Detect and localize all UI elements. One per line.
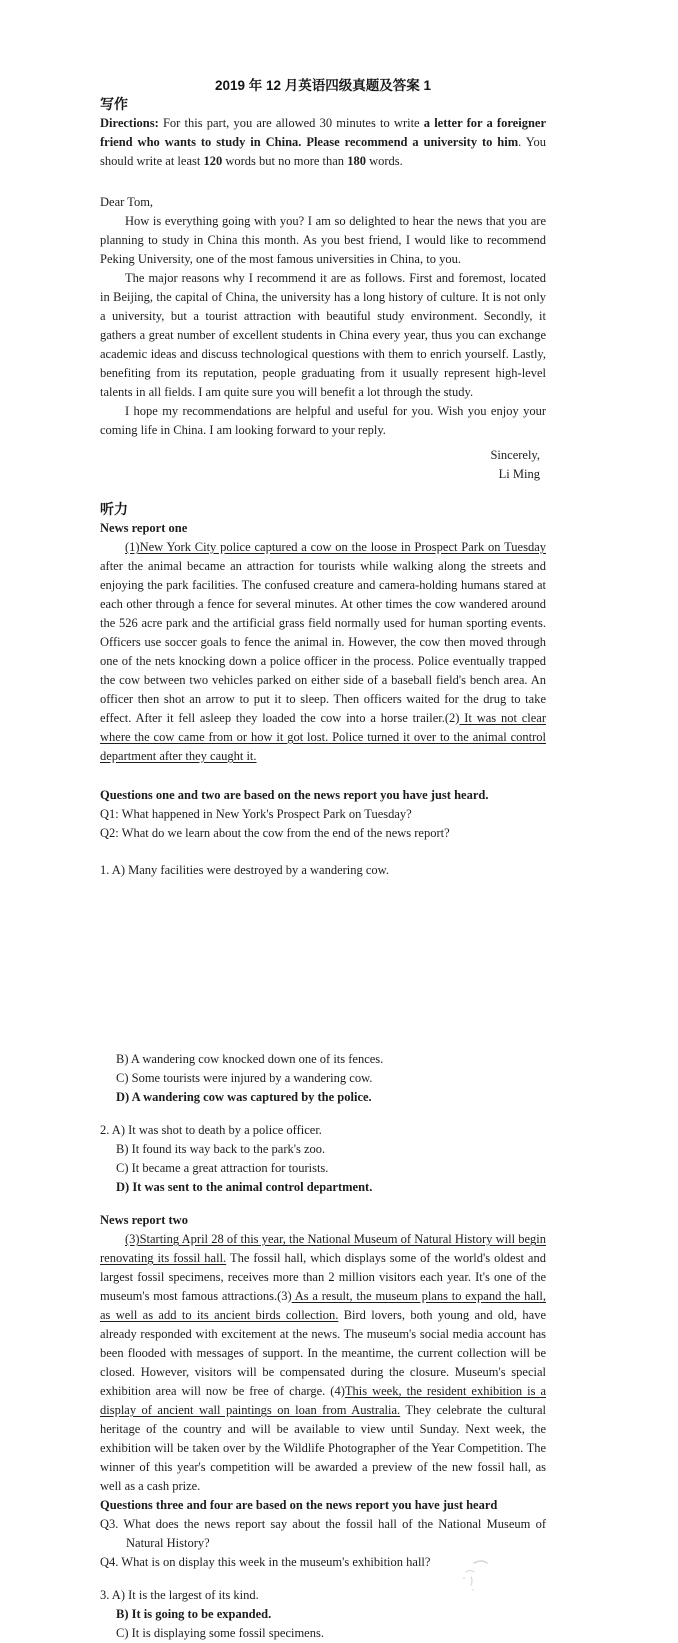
page-blank-gap [100, 880, 546, 1050]
news-report-one-heading: News report one [100, 521, 188, 535]
item2-option-b: B) It found its way back to the park's zoo. [116, 1142, 326, 1156]
letter-paragraph-3: I hope my recommendations are helpful and useful for you. Wish you enjoy your coming life in China. I am looking forward to your reply. [100, 404, 546, 437]
letter-closing [100, 446, 546, 484]
item3-option-a: 3. A) It is the largest of its kind. [100, 1588, 259, 1602]
pencil-mark-artifact [452, 1550, 492, 1594]
item2-option-d: D) It was sent to the animal control department. [116, 1180, 373, 1194]
item1-option-d: D) A wandering cow was captured by the police. [116, 1090, 372, 1104]
item2-option-a: 2. A) It was shot to death by a police officer. [100, 1123, 322, 1137]
questions-1-2-heading: Questions one and two are based on the news report you have just heard. [100, 788, 489, 802]
writing-section-heading: 写作 [100, 96, 128, 112]
writing-directions: Directions: For this part, you are allowed 30 minutes to write a letter for a foreigner friend who wants to study in China. Please recommend a university to him. You should write at least 120 words but no more than 180 words. [100, 116, 547, 168]
letter-salutation: Dear Tom, [100, 195, 154, 209]
question-3: Q3. What does the news report say about the fossil hall of the National Museum of Natural History? [100, 1517, 546, 1550]
document-content [100, 76, 546, 1643]
news-report-two-paragraph: (3)Starting April 28 of this year, the National Museum of Natural History will begin renovating its fossil hall. The fossil hall, which displays some of the world's oldest and largest fossil specimens, receives more than 2 million visitors each year. It's one of the museum's most famous attractions.(3) As a result, the museum plans to expand the hall, as well as add to its ancient birds collection. Bird lovers, both young and old, have already responded with excitement at the news. The museum's social media account has been flooded with messages of support. In the meantime, the current collection will be closed. However, visitors will be compensated during the closure. Museum's special exhibition area will now be free of charge. (4)This week, the resident exhibition is a display of ancient wall paintings on loan from Australia. They celebrate the cultural heritage of the country and will be available to view until Sunday. Next week, the exhibition will be taken over by the Wildlife Photographer of the Year Competition. The winner of this year's competition will be awarded a preview of the new fossil hall, as well as a cash prize. [100, 1232, 546, 1493]
question-4: Q4. What is on display this week in the museum's exhibition hall? [100, 1555, 431, 1569]
listening-section-heading: 听力 [100, 501, 128, 517]
letter-signature: Li Ming [498, 467, 540, 481]
news-report-one-paragraph: (1)New York City police captured a cow on the loose in Prospect Park on Tuesday after the animal became an attraction for tourists while walking along the streets and enjoying the park facilities. The confused creature and camera-holding humans stared at each other through a fence for several minutes. At other times the cow wandered around the 526 acre park and the artificial grass field normally used for human sporting events. Officers use soccer goals to fence the animal in. However, the cow then moved through one of the nets knocking down a police officer in the process. Police eventually trapped the cow between two vehicles parked on either side of a baseball field's bench area. An officer then shot an arrow to put it to sleep. Then officers waited for the drug to take effect. After it fell asleep they loaded the cow into a horse trailer.(2) It was not clear where the cow came from or how it got lost. Police turned it over to the animal control department after they caught it. [100, 540, 547, 763]
letter-paragraph-2: The major reasons why I recommend it are as follows. First and foremost, located in Beijing, the capital of China, the university has a long history of culture. It is not only a university, but a tourist attraction with beautiful study environment. Secondly, it gathers a great number of excellent students in China every year, thus you can exchange academic ideas and discuss technological questions with them to enrich yourself. Lastly, benefiting from its reputation, people graduating from it usually represent high-level talents in all fields. I am quite sure you will benefit a lot through the study. [100, 271, 546, 399]
letter-paragraph-1: How is everything going with you? I am so delighted to hear the news that you are planning to study in China this month. As you best friend, I would like to recommend Peking University, one of the most famous universities in China, to you. [100, 214, 546, 266]
item1-option-a: 1. A) Many facilities were destroyed by a wandering cow. [100, 863, 390, 877]
news-report-two-heading: News report two [100, 1213, 188, 1227]
letter-closing-word: Sincerely, [490, 448, 540, 462]
item3-option-b: B) It is going to be expanded. [116, 1607, 272, 1621]
item1-option-b: B) A wandering cow knocked down one of its fences. [116, 1052, 384, 1066]
item2-option-c: C) It became a great attraction for tourists. [116, 1161, 329, 1175]
document-title: 2019 年 12 月英语四级真题及答案 1 [214, 78, 432, 93]
item1-option-c: C) Some tourists were injured by a wandering cow. [116, 1071, 373, 1085]
question-2: Q2: What do we learn about the cow from the end of the news report? [100, 826, 450, 840]
questions-3-4-heading: Questions three and four are based on the news report you have just heard [100, 1498, 498, 1512]
item3-option-c-clipped: C) It is displaying some fossil specimens. [116, 1626, 324, 1640]
question-1: Q1: What happened in New York's Prospect Park on Tuesday? [100, 807, 412, 821]
